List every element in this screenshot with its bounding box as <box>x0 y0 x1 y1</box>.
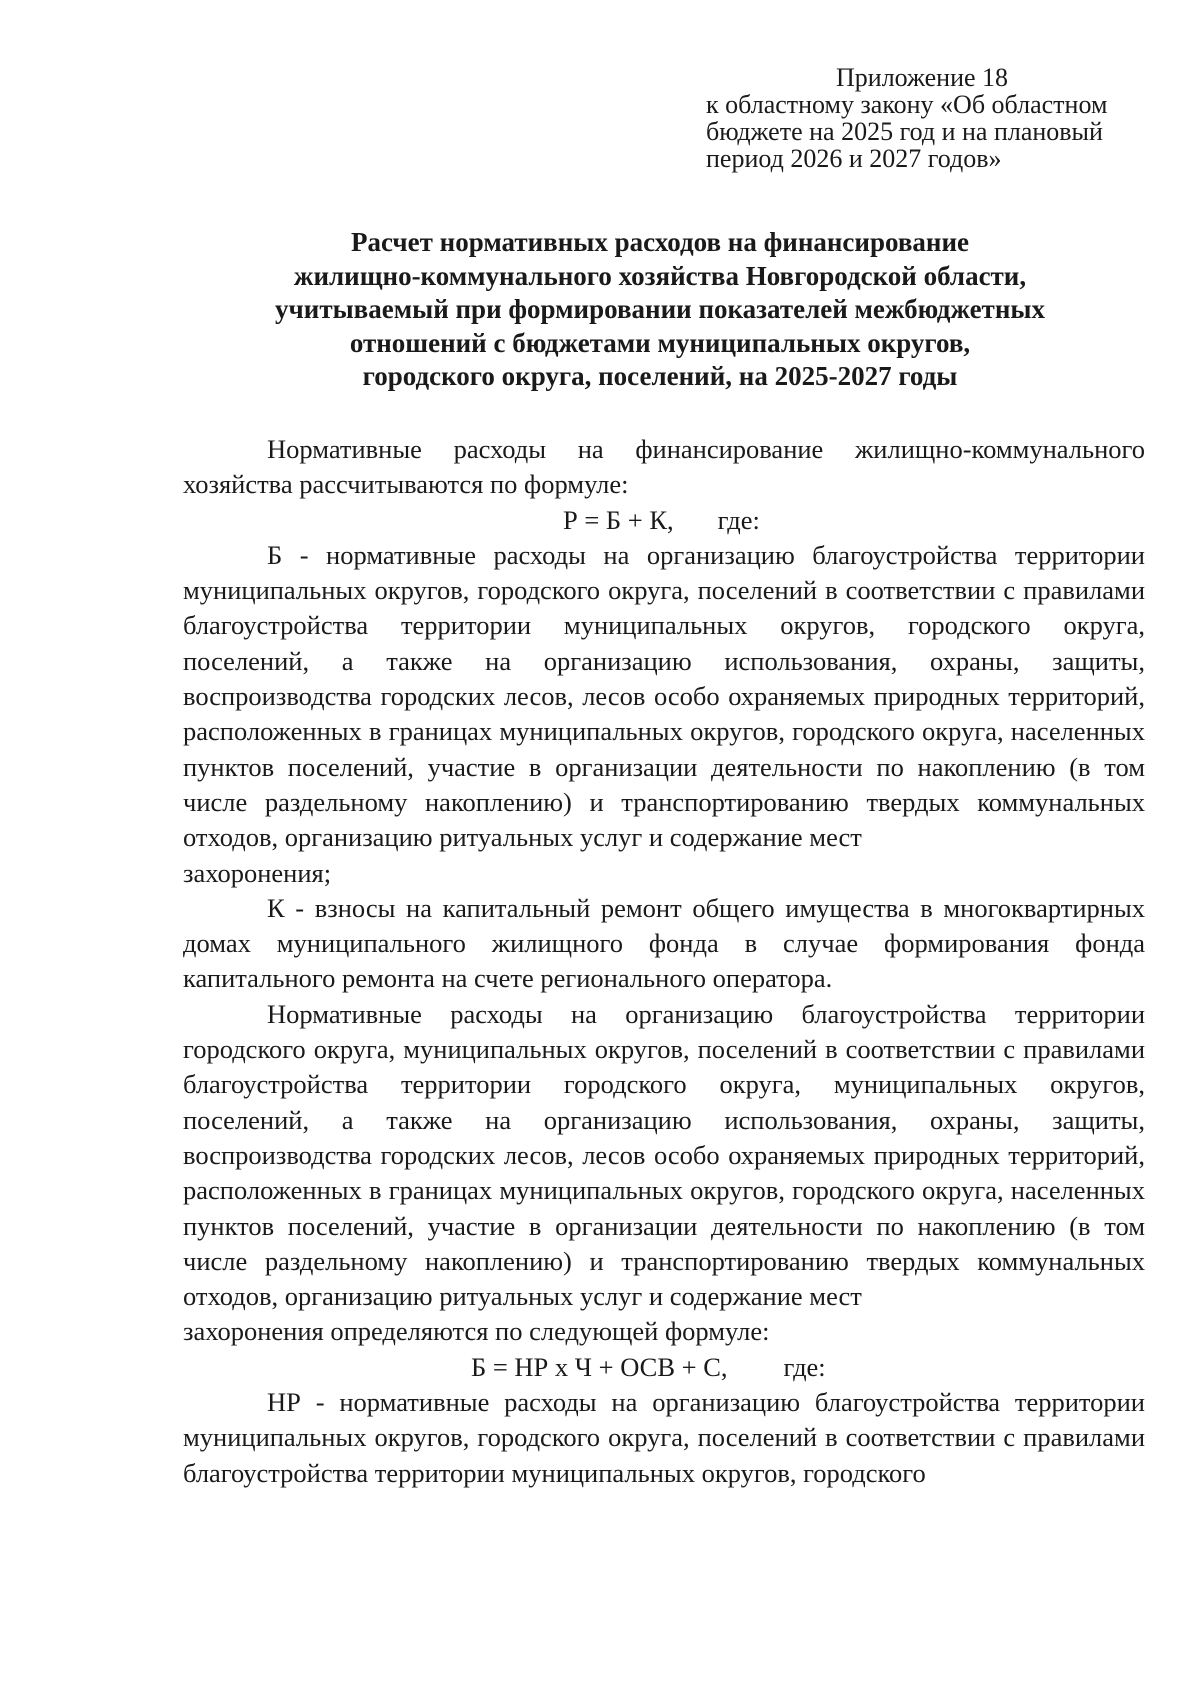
definition-b: Б - нормативные расходы на организацию благоустройства территории муниципальных округов, городского округа, поселений в соответствии с правилами благоустройства территории муниципальных округов, городского округа, поселений, а также на организацию использования, охраны, защиты, воспроизводства городских лесов, лесов особо охраняемых природных территорий, расположенных в границах муниципальных округов, городского округа, населенных пунктов поселений, участие в организации деятельности по накоплению (в том числе раздельному накоплению) и транспортированию твердых коммунальных отходов, организацию ритуальных услуг и содержание мест <box>183 539 1145 853</box>
formula-where: где: <box>717 504 760 535</box>
document-body <box>183 432 1145 1491</box>
appendix-header <box>706 64 1166 172</box>
formula-where: где: <box>783 1351 826 1382</box>
definition-k: К - взносы на капитальный ремонт общего имущества в многоквартирных домах муниципального жилищного фонда в случае формирования фонда капитального ремонта на счете регионального оператора. <box>183 892 1145 994</box>
definition-nr: НР - нормативные расходы на организацию благоустройства территории муниципальных округов, городского округа, поселений в соответствии с правилами благоустройства территории муниципальных округов, городского <box>183 1387 1145 1488</box>
title-line: Расчет нормативных расходов на финансирование <box>351 227 969 257</box>
intro-paragraph: Нормативные расходы на финансирование жилищно-коммунального хозяйства рассчитываются по формуле: <box>183 434 1145 500</box>
paragraph-improvement: Нормативные расходы на организацию благоустройства территории городского округа, муниципальных округов, поселений в соответствии с правилами благоустройства территории городского округа, муниципальных округов, поселений, а также на организацию использования, охраны, защиты, воспроизводства городских лесов, лесов особо охраняемых природных территорий, расположенных в границах муниципальных округов, городского округа, населенных пунктов поселений, участие в организации деятельности по накоплению (в том числе раздельному накоплению) и транспортированию твердых коммунальных отходов, организацию ритуальных услуг и содержание мест <box>183 998 1145 1312</box>
appendix-number: Приложение 18 <box>836 63 1009 92</box>
formula-improvement <box>183 1350 1145 1385</box>
title-line: учитываемый при формировании показателей межбюджетных <box>275 294 1045 324</box>
title-line: отношений с бюджетами муниципальных округов, <box>349 327 971 358</box>
formula-expression: Р = Б + К, <box>563 504 674 535</box>
formula-expression: Б = НР х Ч + ОСВ + С, <box>471 1351 728 1382</box>
paragraph-improvement-end: захоронения определяются по следующей формуле: <box>183 1316 770 1347</box>
title-line: жилищно-коммунального хозяйства Новгородской области, <box>293 260 1027 291</box>
definition-b-end: захоронения; <box>183 857 332 888</box>
document-title <box>180 226 1140 394</box>
appendix-reference-line: к областному закону «Об областном <box>706 90 1108 119</box>
formula-total <box>183 503 1145 538</box>
appendix-reference-line: бюджете на 2025 год и на плановый <box>706 117 1103 146</box>
appendix-reference-line: период 2026 и 2027 годов» <box>706 144 1002 173</box>
title-line: городского округа, поселений, на 2025-2027 годы <box>362 361 958 391</box>
